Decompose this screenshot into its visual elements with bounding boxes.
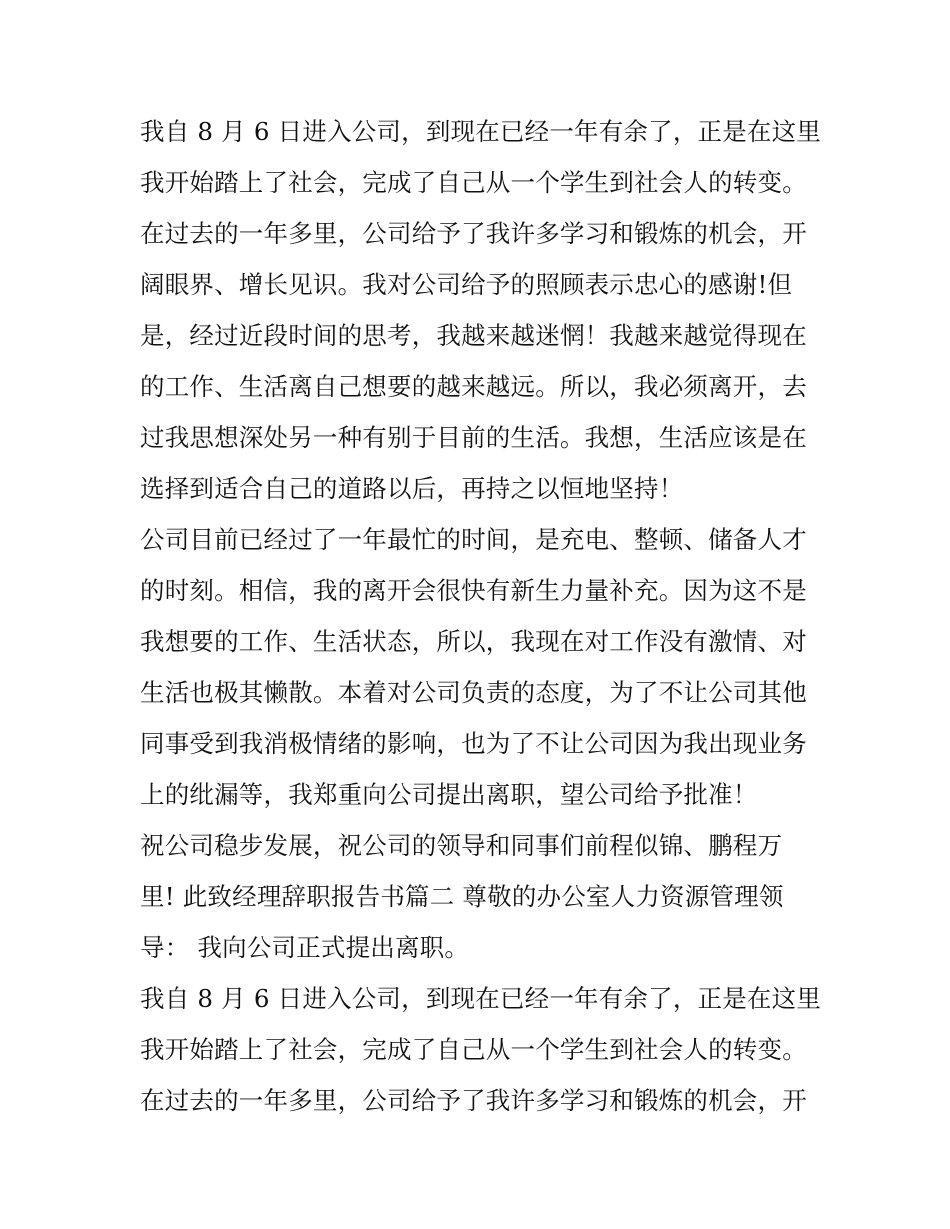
text-line: 同事受到我消极情绪的影响，也为了不让公司因为我出现业务 xyxy=(140,729,807,758)
text-line: 过我思想深处另一种有别于目前的生活。我想，生活应该是在 xyxy=(140,423,807,452)
text-line: 在过去的一年多里，公司给予了我许多学习和锻炼的机会，开 xyxy=(140,219,807,248)
text-line: 里! 此致经理辞职报告书篇二 尊敬的办公室人力资源管理领 xyxy=(140,882,784,911)
text-line: 的时刻。相信，我的离开会很快有新生力量补充。因为这不是 xyxy=(140,576,807,605)
text-line: 祝公司稳步发展，祝公司的领导和同事们前程似锦、鹏程万 xyxy=(140,831,783,860)
text-line: 阔眼界、增长见识。我对公司给予的照顾表示忠心的感谢!但 xyxy=(140,270,793,299)
text-line: 上的纰漏等，我郑重向公司提出离职，望公司给予批准！ xyxy=(140,780,758,809)
text-line: 我开始踏上了社会，完成了自己从一个学生到社会人的转变。 xyxy=(140,168,807,197)
text-line: 是，经过近段时间的思考，我越来越迷惘！我越来越觉得现在 xyxy=(140,321,807,350)
text-line: 的工作、生活离自己想要的越来越远。所以，我必须离开，去 xyxy=(140,372,807,401)
body-text xyxy=(140,106,830,1126)
text-line: 公司目前已经过了一年最忙的时间，是充电、整顿、储备人才 xyxy=(140,525,807,554)
text-line: 我想要的工作、生活状态，所以，我现在对工作没有激情、对 xyxy=(140,627,807,656)
text-line: 我开始踏上了社会，完成了自己从一个学生到社会人的转变。 xyxy=(140,1035,807,1064)
text-line: 选择到适合自己的道路以后，再持之以恒地坚持！ xyxy=(140,474,684,503)
text-line: 我自 8 月 6 日进入公司，到现在已经一年有余了，正是在这里 xyxy=(140,984,822,1013)
text-line: 我自 8 月 6 日进入公司，到现在已经一年有余了，正是在这里 xyxy=(140,117,822,146)
text-line: 在过去的一年多里，公司给予了我许多学习和锻炼的机会，开 xyxy=(140,1086,807,1115)
text-line: 导： 我向公司正式提出离职。 xyxy=(140,933,470,962)
text-line: 生活也极其懒散。本着对公司负责的态度，为了不让公司其他 xyxy=(140,678,807,707)
